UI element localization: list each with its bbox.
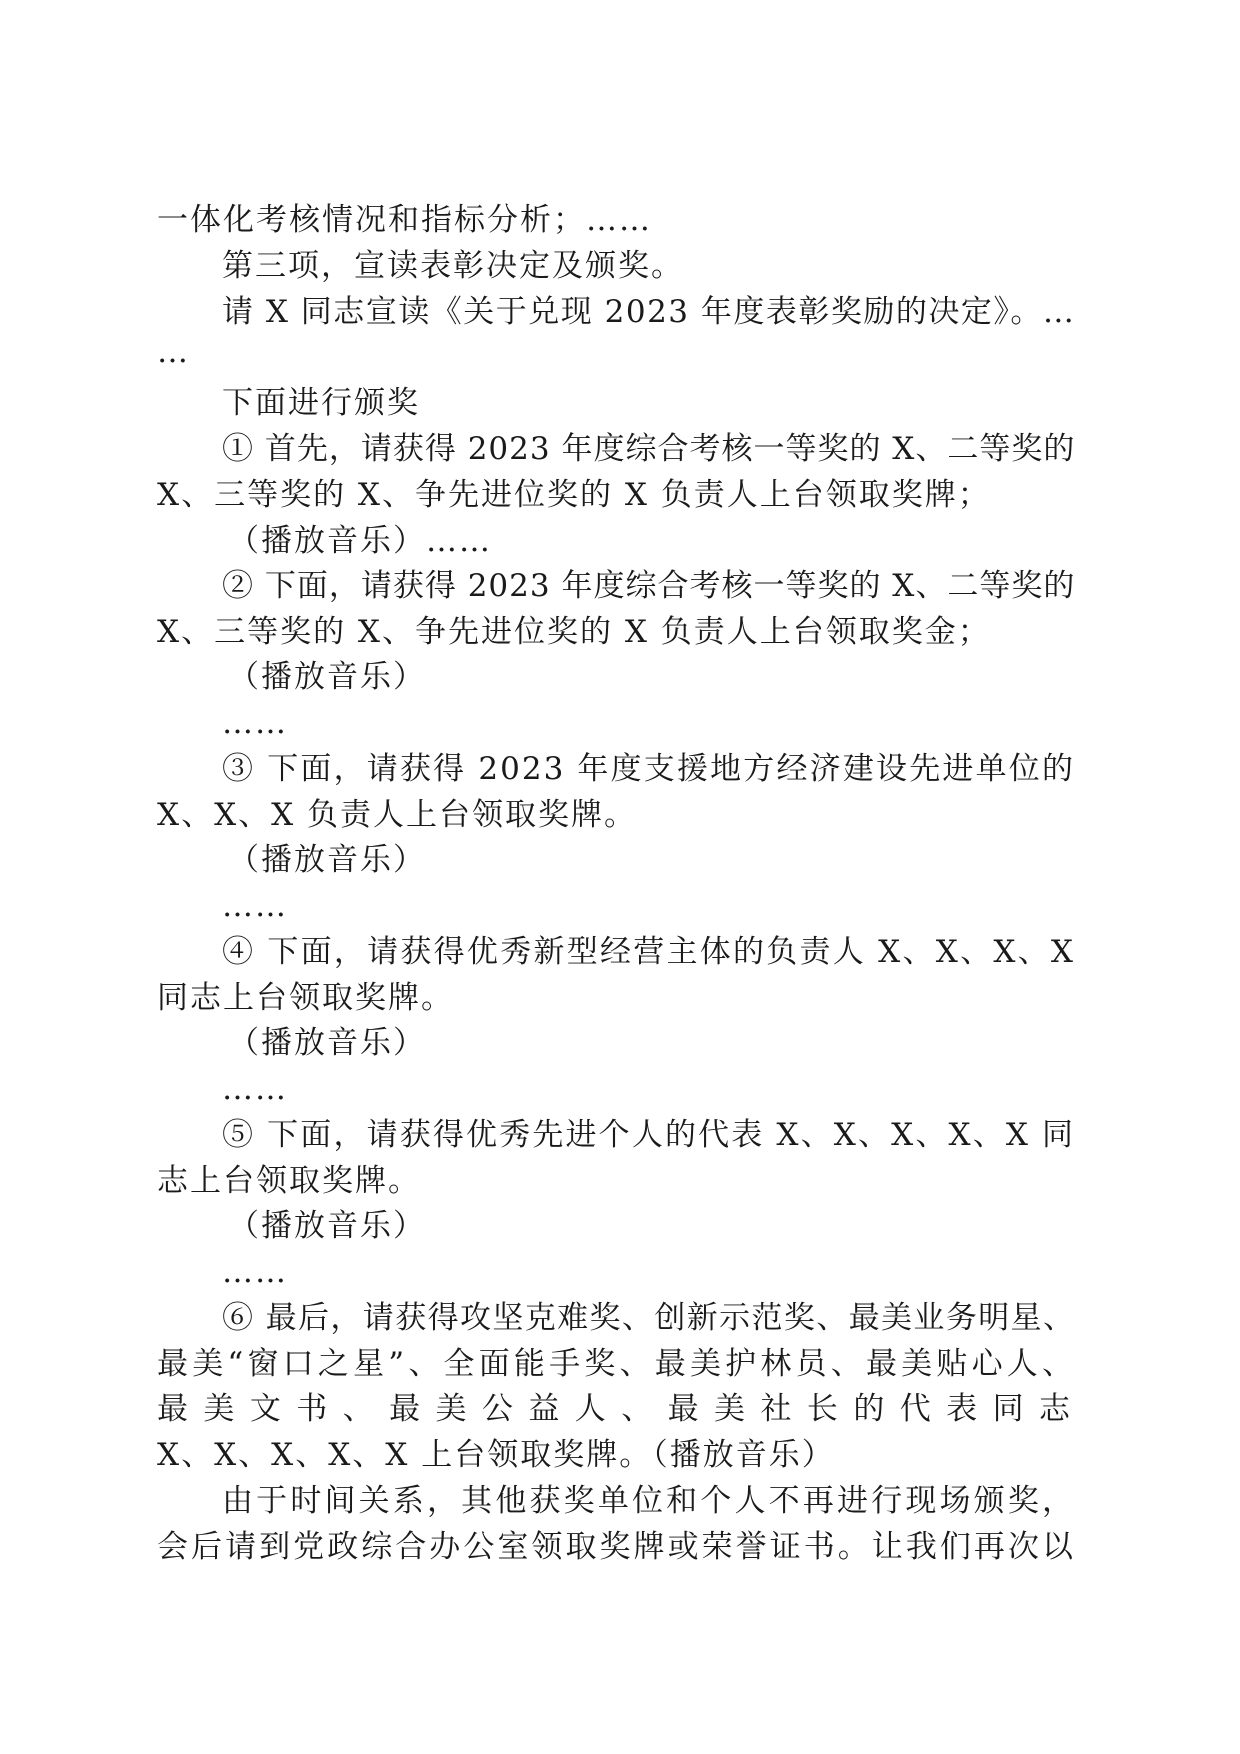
text-line-25: ⑥ 最后，请获得攻坚克难奖、创新示范奖、最美业务明星、 — [222, 1300, 1075, 1336]
text-line-13: ③ 下面，请获得 2023 年度支援地方经济建设先进单位的 — [222, 751, 1075, 787]
text-line-7: X、三等奖的 X、争先进位奖的 X 负责人上台领取奖牌； — [157, 477, 991, 513]
text-line-18: 同志上台领取奖牌。 — [157, 980, 454, 1016]
text-line-29: 由于时间关系，其他获奖单位和个人不再进行现场颁奖， — [222, 1483, 1075, 1519]
text-line-24: …… — [222, 1254, 288, 1290]
text-line-10: X、三等奖的 X、争先进位奖的 X 负责人上台领取奖金； — [157, 614, 991, 650]
text-line-5: 下面进行颁奖 — [222, 385, 420, 421]
text-line-17: ④ 下面，请获得优秀新型经营主体的负责人 X、X、X、X — [222, 934, 1075, 970]
text-line-30: 会后请到党政综合办公室领取奖牌或荣誉证书。让我们再次以 — [157, 1529, 1075, 1565]
text-line-19: （播放音乐） — [228, 1025, 426, 1061]
text-line-1: 一体化考核情况和指标分析；…… — [157, 202, 652, 238]
text-line-22: 志上台领取奖牌。 — [157, 1163, 421, 1199]
text-line-4: … — [157, 334, 190, 370]
text-line-20: …… — [222, 1071, 288, 1107]
text-line-16: …… — [222, 888, 288, 924]
text-line-6: ① 首先，请获得 2023 年度综合考核一等奖的 X、二等奖的 — [222, 431, 1076, 467]
text-line-27: 最美文书、最美公益人、最美社长的代表同志 — [157, 1391, 1075, 1427]
text-line-3: 请 X 同志宣读《关于兑现 2023 年度表彰奖励的决定》。… — [222, 294, 1076, 330]
text-line-2: 第三项，宣读表彰决定及颁奖。 — [222, 248, 684, 284]
text-line-21: ⑤ 下面，请获得优秀先进个人的代表 X、X、X、X、X 同 — [222, 1117, 1075, 1153]
text-line-28: X、X、X、X、X 上台领取奖牌。（播放音乐） — [157, 1437, 835, 1473]
text-line-23: （播放音乐） — [228, 1208, 426, 1244]
text-line-15: （播放音乐） — [228, 842, 426, 878]
text-line-11: （播放音乐） — [228, 659, 426, 695]
text-line-14: X、X、X 负责人上台领取奖牌。 — [157, 797, 638, 833]
text-line-8: （播放音乐）…… — [228, 523, 492, 559]
text-line-9: ② 下面，请获得 2023 年度综合考核一等奖的 X、二等奖的 — [222, 568, 1076, 604]
text-line-12: …… — [222, 705, 288, 741]
text-line-26: 最美“窗口之星”、全面能手奖、最美护林员、最美贴心人、 — [157, 1346, 1075, 1382]
